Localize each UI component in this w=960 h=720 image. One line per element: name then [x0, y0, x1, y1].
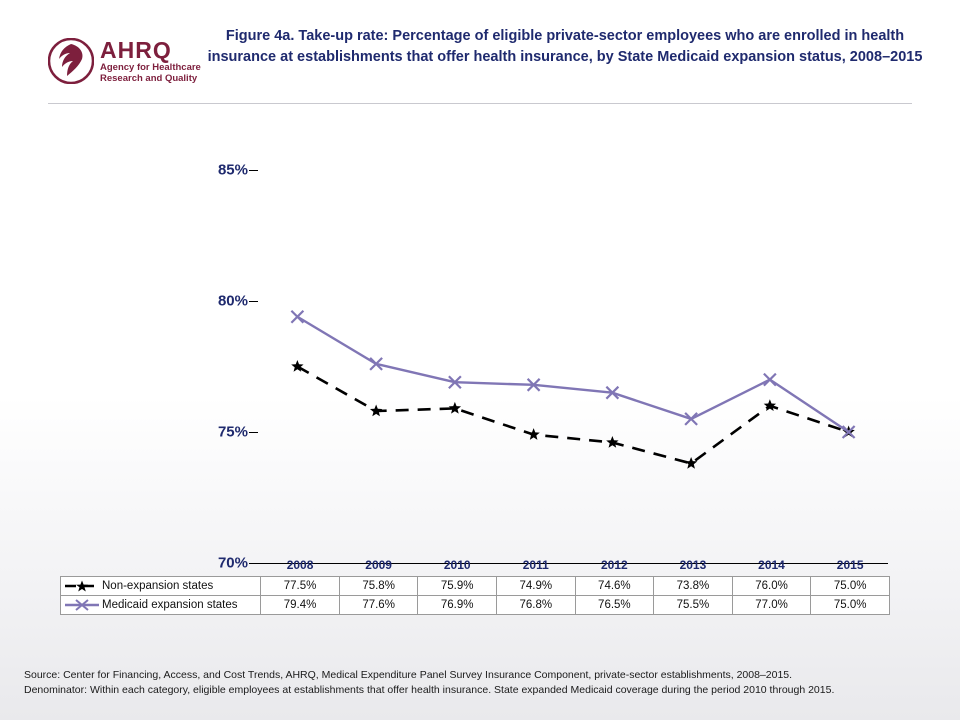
- y-axis-tick-label: 70%: [217, 554, 248, 572]
- x-axis-category-label: 2008: [286, 558, 314, 572]
- data-point-marker: [291, 311, 303, 323]
- table-value-cell: 75.9%: [418, 577, 497, 596]
- table-value-cell: 75.0%: [811, 577, 890, 596]
- table-row: [61, 596, 890, 615]
- table-value-cell: 77.0%: [732, 596, 811, 615]
- header-divider: [48, 103, 912, 104]
- data-point-marker: [606, 436, 618, 448]
- data-point-marker: [764, 399, 776, 411]
- legend-marker-icon: [65, 599, 99, 611]
- table-value-cell: 76.9%: [418, 596, 497, 615]
- y-axis-tick-mark: [249, 432, 258, 433]
- hhs-seal-icon: [48, 38, 94, 84]
- legend-label: Non-expansion states: [102, 580, 214, 592]
- table-value-cell: 74.6%: [575, 577, 654, 596]
- x-axis-category-label: 2009: [365, 558, 392, 572]
- x-axis-category-label: 2013: [679, 558, 707, 572]
- table-value-cell: 73.8%: [654, 577, 733, 596]
- footnote-line-1: Source: Center for Financing, Access, and Cost Trends, AHRQ, Medical Expenditure Panel Survey Insurance Component, private-sector establishments, 2008–2015.: [24, 669, 793, 681]
- table-value-cell: 76.8%: [496, 596, 575, 615]
- ahrq-logo-text: [100, 38, 201, 84]
- table-header-row: [61, 555, 890, 577]
- y-axis-tick-label: 75%: [217, 423, 248, 441]
- legend-marker-icon: [65, 580, 99, 592]
- data-table: [60, 555, 890, 615]
- data-point-marker: [449, 402, 461, 414]
- table-corner-cell: [61, 555, 261, 577]
- legend-entry: [61, 577, 261, 596]
- ahrq-wordmark: AHRQ: [100, 37, 172, 63]
- table-value-cell: 74.9%: [496, 577, 575, 596]
- series-lines: [258, 170, 888, 563]
- table-value-cell: 75.8%: [339, 577, 418, 596]
- legend-entry: [61, 596, 261, 615]
- table-value-cell: 79.4%: [261, 596, 340, 615]
- data-point-marker: [764, 374, 776, 386]
- y-axis-tick-mark: [249, 170, 258, 171]
- data-point-marker: [527, 428, 539, 440]
- header: [0, 0, 960, 110]
- y-axis-tick-label: 80%: [217, 292, 248, 310]
- footnote-line-2: Denominator: Within each category, eligible employees at establishments that offer health insurance. State expanded Medicaid coverage during the period 2010 through 2015.: [24, 684, 835, 696]
- table-value-cell: 77.5%: [261, 577, 340, 596]
- figure-title: Figure 4a. Take-up rate: Percentage of eligible private-sector employees who are enrolled in health insurance at establishments that offer health insurance, by State Medicaid expansion status, 2008–2015: [207, 28, 923, 65]
- legend-label: Medicaid expansion states: [102, 599, 238, 612]
- x-axis-category-label: 2014: [758, 558, 785, 572]
- table-row: [61, 577, 890, 596]
- table-value-cell: 75.5%: [654, 596, 733, 615]
- data-point-marker: [685, 413, 697, 425]
- table-value-cell: 77.6%: [339, 596, 418, 615]
- footnote: [24, 668, 936, 698]
- y-axis-tick-label: 85%: [217, 161, 248, 179]
- table-value-cell: 76.0%: [732, 577, 811, 596]
- data-point-marker: [370, 405, 382, 417]
- table-value-cell: 76.5%: [575, 596, 654, 615]
- x-axis-category-label: 2015: [836, 558, 864, 572]
- ahrq-tagline-line2: Research and Quality: [100, 73, 198, 84]
- ahrq-tagline-line1: Agency for Healthcare: [100, 62, 201, 73]
- x-axis-category-label: 2012: [601, 558, 628, 572]
- table-value-cell: 75.0%: [811, 596, 890, 615]
- x-axis-category-label: 2011: [522, 558, 549, 572]
- x-axis-category-label: 2010: [443, 558, 471, 572]
- y-axis-tick-mark: [249, 301, 258, 302]
